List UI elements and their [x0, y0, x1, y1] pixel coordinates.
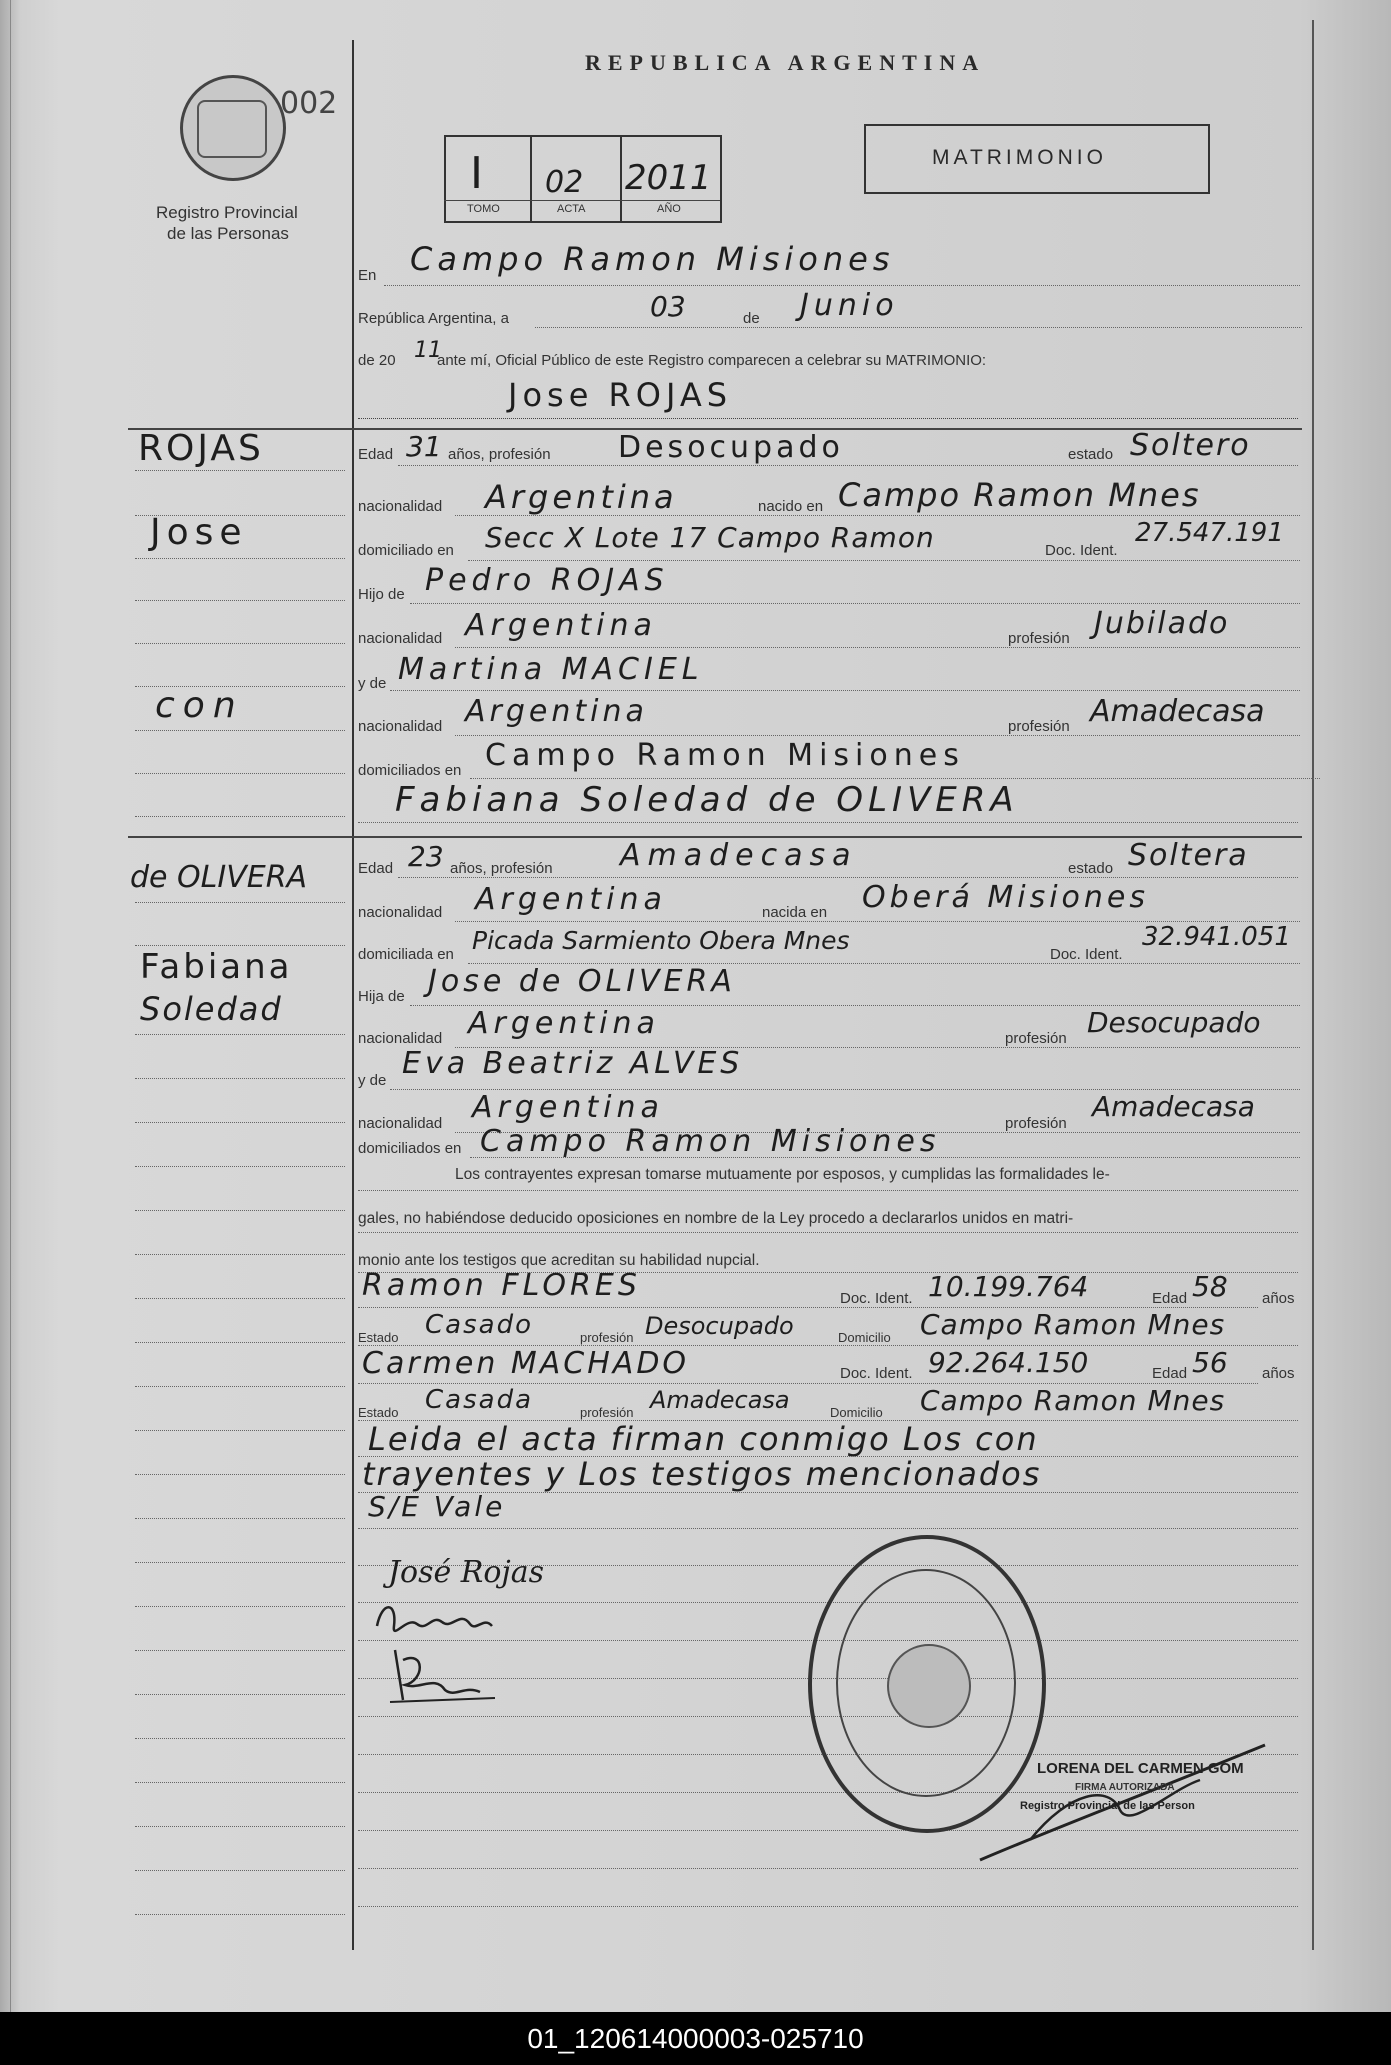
doc-type: MATRIMONIO: [932, 146, 1107, 169]
margin-ruled-line: [135, 686, 345, 687]
bride-anos-label: años, profesión: [450, 860, 553, 877]
witness-2-edad: 56: [1192, 1346, 1228, 1379]
groom-madre-nac-label: nacionalidad: [358, 718, 443, 735]
bride-line-1: [398, 877, 1298, 878]
anio-value: 2011: [625, 158, 712, 198]
witness-1-doc: 10.199.764: [928, 1270, 1089, 1303]
witness-2-edad-label: Edad: [1152, 1365, 1188, 1382]
groom-padre-nac: Argentina: [465, 608, 657, 643]
margin-ruled-line: [135, 1166, 345, 1167]
registry-line-1: Registro Provincial: [156, 203, 298, 222]
anio-label: AÑO: [657, 203, 681, 215]
tomo-label: TOMO: [467, 203, 500, 215]
bride-padres-dom: Campo Ramon Misiones: [480, 1124, 941, 1159]
groom-padre: Pedro ROJAS: [425, 563, 669, 598]
witness-1-domicilio: Campo Ramon Mnes: [920, 1308, 1226, 1341]
margin-ruled-line: [135, 773, 345, 774]
margin-ruled-line: [135, 1430, 345, 1431]
margin-name-2b: Soledad: [140, 990, 283, 1028]
groom-line-7: [455, 735, 1300, 736]
margin-ruled-line: [135, 816, 345, 817]
margin-ruled-line: [135, 1518, 345, 1519]
place: Campo Ramon Misiones: [410, 240, 895, 278]
witness-2-name: Carmen MACHADO: [362, 1346, 690, 1381]
margin-ruled-line: [135, 1210, 345, 1211]
bride-nac-label: nacionalidad: [358, 904, 443, 921]
groom-madre-nac: Argentina: [465, 694, 648, 729]
right-margin-rule: [1312, 20, 1314, 1950]
groom-line-8: [470, 778, 1320, 779]
witness-2-prof-label: profesión: [580, 1405, 634, 1420]
margin-con: con: [155, 685, 244, 726]
groom-padre-nac-label: nacionalidad: [358, 630, 443, 647]
declaration-line-2: gales, no habiéndose deducido oposiciones en nombre de la Ley procedo a declararlos unidos en matri-: [358, 1210, 1074, 1227]
margin-ruled-line: [135, 1254, 345, 1255]
margin-ruled-line: [135, 558, 345, 559]
witness-2-estado: Casada: [425, 1385, 534, 1415]
bride-full-name: Fabiana Soledad de OLIVERA: [395, 780, 1019, 820]
witness-2-doc-label: Doc. Ident.: [840, 1365, 913, 1382]
place-line: [384, 285, 1300, 286]
witness-2-profesion: Amadecasa: [650, 1386, 790, 1414]
margin-ruled-line: [135, 600, 345, 601]
image-id-bar: [0, 2012, 1391, 2065]
witness-2-doc: 92.264.150: [928, 1346, 1089, 1379]
seal-emblem: [197, 100, 267, 158]
acta-value: 02: [545, 165, 584, 200]
closing-rule-2: [358, 1492, 1298, 1493]
paper-fold-edge: [10, 0, 11, 2012]
tomo-value: I: [470, 148, 483, 199]
de20-label: de 20: [358, 352, 396, 369]
groom-line-4: [410, 603, 1300, 604]
margin-ruled-line: [135, 1650, 345, 1651]
margin-surname-2: de OLIVERA: [130, 860, 308, 895]
acta-label: ACTA: [557, 203, 586, 215]
witness-1-edad-label: Edad: [1152, 1290, 1188, 1307]
officer-office: Registro Provincial de las Person: [1020, 1800, 1195, 1812]
bride-domicilio: Picada Sarmiento Obera Mnes: [472, 926, 850, 955]
groom-line-3: [468, 560, 1300, 561]
closing-line-1: Leida el acta firman conmigo Los con: [368, 1420, 1039, 1458]
groom-padre-prof-label: profesión: [1008, 630, 1070, 647]
margin-ruled-line: [135, 1562, 345, 1563]
bride-nacionalidad: Argentina: [475, 882, 667, 917]
groom-padre-prof: Jubilado: [1094, 606, 1230, 641]
witness-1-estado-label: Estado: [358, 1330, 399, 1345]
margin-name-1: Jose: [150, 512, 248, 553]
groom-line-5: [455, 647, 1300, 648]
registry-line-2: de las Personas: [167, 224, 289, 243]
groom-estado-label: estado: [1068, 446, 1114, 463]
ruled-line: [358, 1906, 1298, 1907]
margin-ruled-line: [135, 1738, 345, 1739]
bride-edad: 23: [408, 840, 444, 873]
groom-nac-label: nacionalidad: [358, 498, 443, 515]
groom-madre-prof: Amadecasa: [1090, 694, 1265, 729]
margin-ruled-line: [135, 515, 345, 516]
margin-name-2a: Fabiana: [140, 947, 293, 987]
groom-madre-prof-label: profesión: [1008, 718, 1070, 735]
margin-ruled-line: [135, 1122, 345, 1123]
groom-line-6: [390, 690, 1300, 691]
bride-padre-nac-label: nacionalidad: [358, 1030, 443, 1047]
witness-signature: [385, 1640, 505, 1715]
groom-nacido-label: nacido en: [758, 498, 824, 515]
margin-ruled-line: [135, 1342, 345, 1343]
groom-doms-label: domiciliados en: [358, 762, 462, 779]
groom-dom-label: domiciliado en: [358, 542, 454, 559]
provincial-seal-logo: [180, 75, 286, 181]
declaration-rule-1: [358, 1190, 1298, 1191]
bride-madre-nac-label: nacionalidad: [358, 1115, 443, 1132]
margin-ruled-line: [135, 945, 345, 946]
bride-madre-prof-label: profesión: [1005, 1115, 1067, 1132]
groom-name-line: [358, 418, 1298, 419]
bride-padre-prof: Desocupado: [1087, 1006, 1261, 1039]
margin-ruled-line: [135, 902, 345, 903]
margin-surname-1: ROJAS: [138, 428, 264, 469]
country-title: REPUBLICA ARGENTINA: [585, 50, 986, 75]
witness-2-dom-label: Domicilio: [830, 1405, 883, 1420]
witness-1-name: Ramon FLORES: [362, 1268, 641, 1303]
groom-estado: Soltero: [1130, 428, 1251, 463]
witness-1-prof-label: profesión: [580, 1330, 634, 1345]
margin-ruled-line: [135, 1694, 345, 1695]
witness-1-anos-label: años: [1262, 1290, 1295, 1307]
page-number: 002: [280, 86, 338, 121]
margin-ruled-line: [135, 1870, 345, 1871]
groom-full-name: Jose ROJAS: [508, 376, 733, 414]
margin-ruled-line: [135, 643, 345, 644]
republica-label: República Argentina, a: [358, 310, 509, 327]
bride-estado: Soltera: [1128, 838, 1249, 873]
margin-ruled-line: [135, 1298, 345, 1299]
margin-ruled-line: [135, 1034, 345, 1035]
left-margin-rule: [352, 40, 354, 1950]
witness-1-edad: 58: [1192, 1270, 1228, 1303]
bride-madre: Eva Beatriz ALVES: [402, 1046, 744, 1081]
bride-line-8: [470, 1157, 1300, 1158]
groom-line-1: [398, 465, 1298, 466]
bride-estado-label: estado: [1068, 860, 1114, 877]
declaration-rule-2: [358, 1232, 1298, 1233]
margin-ruled-line: [135, 470, 345, 471]
record-divider-2: [620, 135, 622, 221]
groom-profesion: Desocupado: [618, 430, 844, 465]
margin-ruled-line: [135, 1914, 345, 1915]
declaration-line-3: monio ante los testigos que acreditan su habilidad nupcial.: [358, 1252, 760, 1269]
groom-padres-dom: Campo Ramon Misiones: [485, 738, 965, 773]
closing-line-3: S/E Vale: [368, 1490, 506, 1523]
bride-madre-nac: Argentina: [472, 1090, 664, 1125]
bride-nacida: Oberá Misiones: [862, 880, 1150, 915]
bride-profesion: Amadecasa: [620, 838, 858, 873]
groom-anos-label: años, profesión: [448, 446, 551, 463]
record-divider-1: [530, 135, 532, 221]
bride-doms-label: domiciliados en: [358, 1140, 462, 1157]
bride-dom-label: domiciliada en: [358, 946, 454, 963]
bride-yde-label: y de: [358, 1072, 387, 1089]
month: Junio: [800, 288, 899, 323]
year-suffix: 11: [414, 338, 442, 363]
bride-edad-label: Edad: [358, 860, 394, 877]
witness-1-dom-label: Domicilio: [838, 1330, 891, 1345]
witness-2-estado-label: Estado: [358, 1405, 399, 1420]
de-label: de: [743, 310, 760, 327]
groom-doc: 27.547.191: [1135, 518, 1284, 548]
bride-doc-label: Doc. Ident.: [1050, 946, 1123, 963]
en-label: En: [358, 267, 377, 284]
closing-line-2: trayentes y Los testigos mencionados: [362, 1455, 1042, 1493]
witness-1-profesion: Desocupado: [645, 1312, 794, 1340]
margin-ruled-line: [135, 1606, 345, 1607]
groom-yde-label: y de: [358, 675, 387, 692]
groom-edad: 31: [406, 430, 442, 463]
groom-hijo-label: Hijo de: [358, 586, 405, 603]
witness-1-doc-label: Doc. Ident.: [840, 1290, 913, 1307]
witness-2-anos-label: años: [1262, 1365, 1295, 1382]
margin-ruled-line: [135, 1782, 345, 1783]
bride-nacida-label: nacida en: [762, 904, 828, 921]
stamp-emblem: [887, 1644, 971, 1728]
officer-title: FIRMA AUTORIZADA: [1075, 1782, 1175, 1793]
bride-padre-prof-label: profesión: [1005, 1030, 1067, 1047]
witness-2-domicilio: Campo Ramon Mnes: [920, 1384, 1226, 1417]
groom-doc-label: Doc. Ident.: [1045, 542, 1118, 559]
groom-domicilio: Secc X Lote 17 Campo Ramon: [485, 521, 935, 554]
record-label-rule: [444, 200, 720, 201]
bride-padre: Jose de OLIVERA: [428, 964, 736, 999]
margin-ruled-line: [135, 730, 345, 731]
bride-hija-label: Hija de: [358, 988, 405, 1005]
margin-ruled-line: [135, 1386, 345, 1387]
officer-name: LORENA DEL CARMEN GOM: [1037, 1760, 1244, 1777]
declaration-line-1: Los contrayentes expresan tomarse mutuamente por esposos, y cumplidas las formalidades le-: [455, 1166, 1110, 1183]
intro-statement: ante mí, Oficial Público de este Registro comparecen a celebrar su MATRIMONIO:: [437, 352, 987, 369]
bride-doc: 32.941.051: [1142, 922, 1291, 952]
groom-signature: José Rojas: [388, 1555, 545, 1590]
bride-padre-nac: Argentina: [468, 1006, 660, 1041]
margin-ruled-line: [135, 1474, 345, 1475]
groom-edad-label: Edad: [358, 446, 394, 463]
closing-rule-1: [358, 1456, 1298, 1457]
date-line: [535, 327, 1302, 328]
groom-line-2: [455, 515, 1300, 516]
groom-madre: Martina MACIEL: [398, 652, 704, 687]
groom-nacionalidad: Argentina: [485, 478, 678, 516]
margin-ruled-line: [135, 1826, 345, 1827]
closing-rule-3: [358, 1528, 1298, 1529]
bride-name-line: [358, 822, 1298, 823]
groom-nacido: Campo Ramon Mnes: [838, 476, 1201, 514]
bride-madre-prof: Amadecasa: [1092, 1090, 1255, 1123]
margin-ruled-line: [135, 1078, 345, 1079]
image-id: 01_120614000003-025710: [527, 2023, 864, 2054]
day: 03: [650, 290, 686, 323]
witness-1-estado: Casado: [425, 1310, 533, 1340]
